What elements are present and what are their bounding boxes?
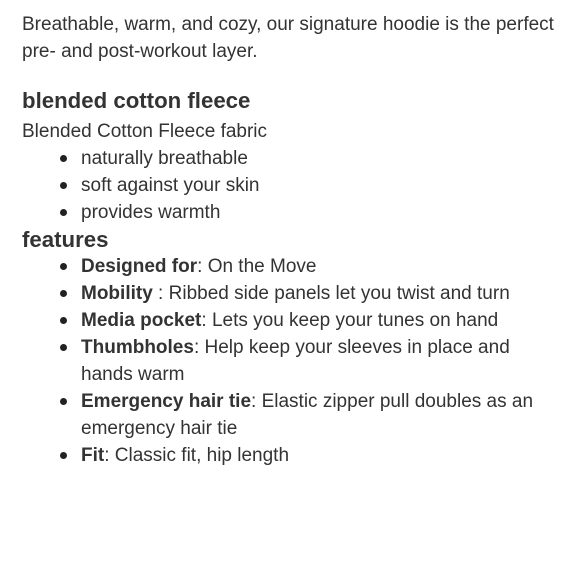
- feature-item: [22, 334, 558, 388]
- feature-text: Classic fit, hip length: [114, 445, 290, 466]
- feature-separator: :: [193, 337, 205, 358]
- feature-name: Media pocket: [81, 310, 202, 331]
- feature-name: Thumbholes: [81, 337, 194, 358]
- feature-text: Elastic zipper pull doubles as an emergency hair tie: [81, 391, 534, 439]
- intro-paragraph: Breathable, warm, and cozy, our signature hoodie is the perfect pre- and post-workout layer.: [22, 14, 554, 62]
- list-item: naturally breathable: [22, 145, 558, 172]
- feature-item: [22, 307, 558, 334]
- fabric-description: Blended Cotton Fleece fabric: [22, 121, 268, 142]
- feature-separator: :: [152, 283, 169, 304]
- fabric-bullet-list: [22, 145, 558, 226]
- list-item: provides warmth: [22, 199, 558, 226]
- feature-separator: :: [104, 445, 115, 466]
- features-bullet-list: [22, 253, 558, 469]
- feature-text: On the Move: [207, 256, 317, 277]
- feature-name: Emergency hair tie: [81, 391, 252, 412]
- feature-name: Fit: [81, 445, 105, 466]
- feature-text: Help keep your sleeves in place and hands warm: [81, 337, 510, 385]
- feature-separator: :: [197, 256, 208, 277]
- feature-text: Lets you keep your tunes on hand: [211, 310, 499, 331]
- features-section-title: features: [22, 227, 109, 252]
- list-item: soft against your skin: [22, 172, 558, 199]
- fabric-section-title: blended cotton fleece: [22, 88, 251, 113]
- feature-item: [22, 388, 558, 442]
- feature-item: [22, 253, 558, 280]
- feature-separator: :: [251, 391, 262, 412]
- feature-separator: :: [201, 310, 212, 331]
- feature-item: [22, 442, 558, 469]
- feature-item: [22, 280, 558, 307]
- feature-text: Ribbed side panels let you twist and turn: [168, 283, 510, 304]
- feature-name: Mobility: [81, 283, 153, 304]
- feature-name: Designed for: [81, 256, 198, 277]
